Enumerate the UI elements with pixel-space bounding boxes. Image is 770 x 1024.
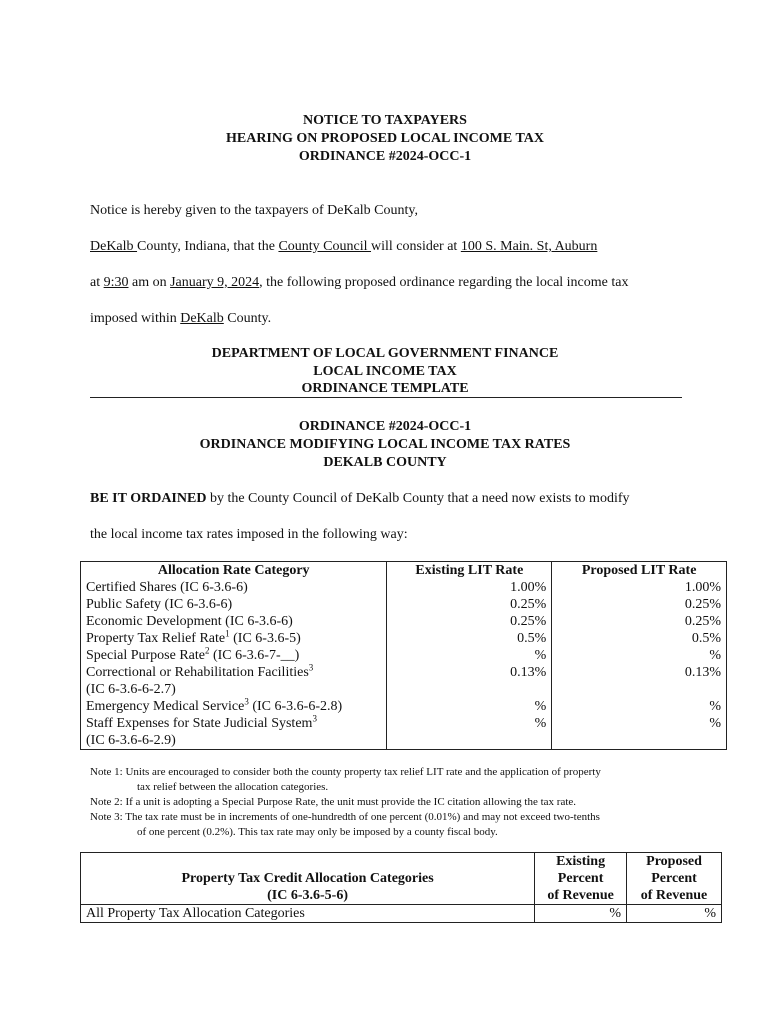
table-row bbox=[81, 698, 727, 715]
category-citation: (IC 6-3.6-7-__) bbox=[209, 648, 300, 663]
dlgf-template-label: ORDINANCE TEMPLATE bbox=[301, 381, 469, 396]
section-divider bbox=[90, 397, 682, 398]
property-tax-credit-table bbox=[80, 852, 722, 923]
footnote-marker: 3 bbox=[244, 696, 249, 707]
existing-percent: % bbox=[535, 905, 627, 923]
existing-rate: % bbox=[387, 647, 552, 664]
county-name: DeKalb bbox=[90, 239, 138, 254]
header-line: Existing bbox=[556, 854, 606, 869]
category-label: Staff Expenses for State Judicial System bbox=[86, 716, 313, 731]
proposed-rate: 0.25% bbox=[552, 596, 727, 613]
notice-paragraph-2 bbox=[90, 238, 597, 255]
proposed-rate: 1.00% bbox=[552, 579, 727, 596]
column-header: Proposed LIT Rate bbox=[552, 562, 727, 580]
column-header: Existing LIT Rate bbox=[387, 562, 552, 580]
ordained-text: by the County Council of DeKalb County that a need now exists to modify bbox=[206, 491, 630, 506]
note-1-continued: tax relief between the allocation categories. bbox=[137, 781, 329, 793]
notice-text: at bbox=[90, 275, 104, 290]
existing-rate: % bbox=[387, 698, 552, 715]
ordinance-county: DEKALB COUNTY bbox=[323, 455, 447, 470]
category-cell: All Property Tax Allocation Categories bbox=[81, 905, 535, 923]
notice-text: imposed within bbox=[90, 311, 181, 326]
table-row bbox=[81, 664, 727, 698]
proposed-rate: % bbox=[552, 715, 727, 750]
notice-ordinance-number: ORDINANCE #2024-OCC-1 bbox=[298, 149, 472, 164]
category-cell bbox=[81, 579, 387, 596]
column-header bbox=[535, 853, 627, 905]
table-row bbox=[81, 579, 727, 596]
table-header-row bbox=[81, 562, 727, 580]
header-line: Property Tax Credit Allocation Categories bbox=[181, 871, 434, 886]
notice-title: NOTICE TO TAXPAYERS bbox=[303, 113, 467, 128]
county-name: DeKalb bbox=[180, 311, 224, 326]
table-header-row bbox=[81, 853, 722, 905]
category-label: Special Purpose Rate bbox=[86, 648, 205, 663]
category-cell bbox=[81, 647, 387, 664]
ordinance-title: ORDINANCE MODIFYING LOCAL INCOME TAX RATES bbox=[199, 437, 571, 452]
notice-text: County, Indiana, that the bbox=[137, 239, 279, 254]
header-line: Percent bbox=[651, 871, 697, 886]
ordained-paragraph-line2: the local income tax rates imposed in the following way: bbox=[90, 527, 408, 542]
header-line: Percent bbox=[557, 871, 604, 886]
table-notes bbox=[90, 765, 601, 840]
table-row bbox=[81, 715, 727, 750]
footnote-marker: 3 bbox=[308, 662, 314, 673]
category-label: Correctional or Rehabilitation Facilities bbox=[86, 665, 309, 680]
column-header: Allocation Rate Category bbox=[81, 562, 387, 580]
footnote-marker: 3 bbox=[312, 713, 317, 724]
ordained-heading: BE IT ORDAINED bbox=[90, 491, 207, 506]
notice-paragraph-4 bbox=[90, 310, 271, 327]
notice-paragraph-3 bbox=[90, 274, 628, 291]
category-citation: (IC 6-3.6-6-2.8) bbox=[248, 699, 343, 714]
header-line: of Revenue bbox=[640, 888, 708, 903]
category-cell bbox=[81, 664, 387, 698]
category-cell bbox=[81, 613, 387, 630]
table-row bbox=[81, 630, 727, 647]
notice-text: , the following proposed ordinance regarding the local income tax bbox=[259, 275, 629, 290]
proposed-rate: 0.25% bbox=[552, 613, 727, 630]
hearing-date: January 9, 2024 bbox=[170, 275, 260, 290]
header-line: (IC 6-3.6-5-6) bbox=[267, 888, 348, 903]
category-label: Public Safety (IC 6-3.6-6) bbox=[86, 597, 233, 612]
table-row bbox=[81, 613, 727, 630]
notice-subtitle: HEARING ON PROPOSED LOCAL INCOME TAX bbox=[225, 131, 544, 146]
header-line: Proposed bbox=[646, 854, 702, 869]
column-header bbox=[627, 853, 722, 905]
existing-rate: 0.5% bbox=[387, 630, 552, 647]
note-3-continued: of one percent (0.2%). This tax rate may only be imposed by a county fiscal body. bbox=[137, 826, 498, 838]
category-cell bbox=[81, 630, 387, 647]
existing-rate: % bbox=[387, 715, 552, 750]
governing-body: County Council bbox=[278, 239, 372, 254]
existing-rate: 1.00% bbox=[387, 579, 552, 596]
table-row bbox=[81, 905, 722, 923]
category-citation: (IC 6-3.6-6-2.9) bbox=[86, 733, 176, 748]
footnote-marker: 1 bbox=[225, 628, 230, 639]
ordinance-number: ORDINANCE #2024-OCC-1 bbox=[298, 419, 472, 434]
category-label: Certified Shares (IC 6-3.6-6) bbox=[86, 580, 248, 595]
note-1: Note 1: Units are encouraged to consider both the county property tax relief LIT rate and the application of property bbox=[90, 766, 601, 778]
notice-text: will consider at bbox=[371, 239, 461, 254]
notice-text: County. bbox=[223, 311, 272, 326]
note-3: Note 3: The tax rate must be in increments of one-hundredth of one percent (0.01%) and may not exceed two-tenths bbox=[90, 811, 600, 823]
header-line: of Revenue bbox=[547, 888, 614, 903]
notice-text: am on bbox=[128, 275, 171, 290]
proposed-percent: % bbox=[627, 905, 722, 923]
proposed-rate: % bbox=[552, 698, 727, 715]
column-header bbox=[81, 853, 535, 905]
proposed-rate: % bbox=[552, 647, 727, 664]
category-citation: (IC 6-3.6-5) bbox=[229, 631, 301, 646]
existing-rate: 0.25% bbox=[387, 613, 552, 630]
hearing-address: 100 S. Main. St, Auburn bbox=[460, 239, 598, 254]
category-cell bbox=[81, 596, 387, 613]
ordained-paragraph bbox=[90, 490, 630, 507]
hearing-time: 9:30 bbox=[103, 275, 129, 290]
notice-paragraph-1: Notice is hereby given to the taxpayers of DeKalb County, bbox=[90, 203, 419, 218]
lit-rate-table bbox=[80, 561, 727, 750]
existing-rate: 0.13% bbox=[387, 664, 552, 698]
note-2: Note 2: If a unit is adopting a Special Purpose Rate, the unit must provide the IC citation allowing the tax rate. bbox=[90, 796, 577, 808]
category-citation: (IC 6-3.6-6-2.7) bbox=[86, 682, 176, 697]
dlgf-subtitle: LOCAL INCOME TAX bbox=[313, 364, 457, 379]
category-cell bbox=[81, 698, 387, 715]
table-row bbox=[81, 596, 727, 613]
table-row bbox=[81, 647, 727, 664]
category-label: Emergency Medical Service bbox=[86, 699, 245, 714]
proposed-rate: 0.5% bbox=[552, 630, 727, 647]
category-label: Economic Development (IC 6-3.6-6) bbox=[86, 614, 293, 629]
existing-rate: 0.25% bbox=[387, 596, 552, 613]
proposed-rate: 0.13% bbox=[552, 664, 727, 698]
dlgf-title: DEPARTMENT OF LOCAL GOVERNMENT FINANCE bbox=[211, 346, 559, 361]
category-cell bbox=[81, 715, 387, 750]
category-label: Property Tax Relief Rate bbox=[86, 631, 226, 646]
footnote-marker: 2 bbox=[204, 645, 210, 656]
